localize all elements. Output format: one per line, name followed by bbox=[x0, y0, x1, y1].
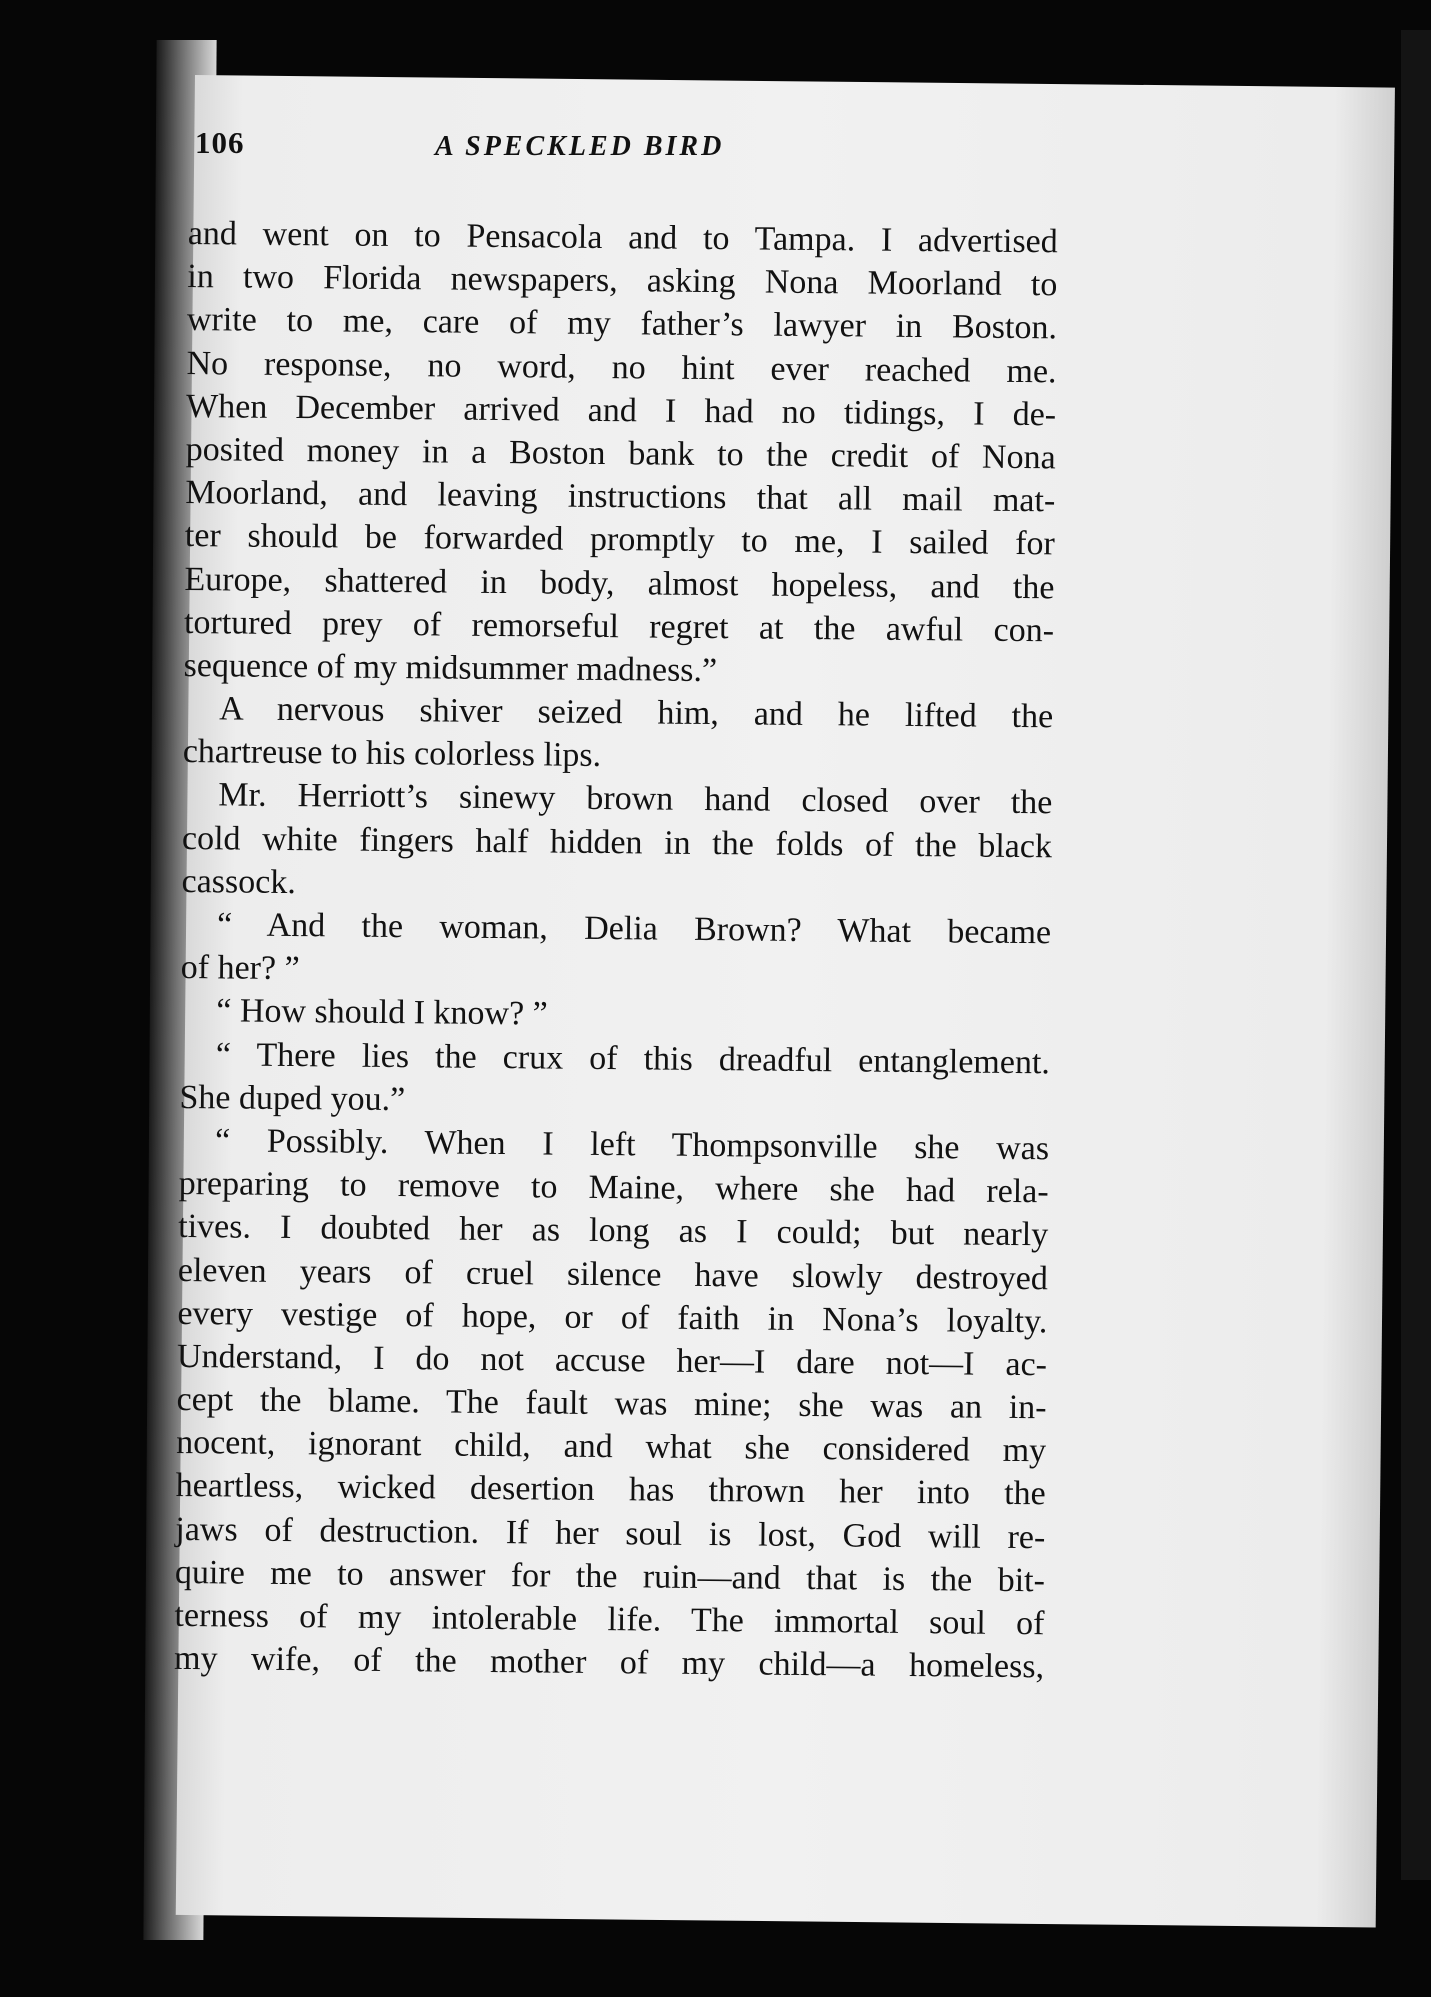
text-line: of her? ” bbox=[180, 949, 300, 988]
text-line: preparing to remove to Maine, where she had rela- bbox=[178, 1165, 1049, 1211]
text-line: She duped you.” bbox=[179, 1078, 406, 1118]
text-line: “ How should I know? ” bbox=[216, 992, 548, 1033]
text-line: Moorland, and leaving instructions that all mail mat- bbox=[185, 474, 1056, 520]
text-line: Europe, shattered in body, almost hopeless, and the bbox=[184, 560, 1055, 606]
text-line: A nervous shiver seized him, and he lifted the bbox=[219, 690, 1054, 736]
page-header bbox=[195, 125, 1035, 185]
text-line: tortured prey of remorseful regret at the awful con- bbox=[183, 603, 1055, 650]
text-line: posited money in a Boston bank to the credit of Nona bbox=[185, 430, 1056, 477]
text-line: No response, no word, no hint ever reached me. bbox=[186, 344, 1057, 390]
text-line: Understand, I do not accuse her—I dare not—I ac- bbox=[176, 1337, 1048, 1384]
text-line: jaws of destruction. If her soul is lost, God will re- bbox=[175, 1510, 1046, 1556]
text-line: eleven years of cruel silence have slowly destroyed bbox=[177, 1251, 1048, 1297]
text-line: cassock. bbox=[181, 862, 296, 901]
body-text bbox=[174, 212, 1058, 1689]
text-line: cept the blame. The fault was mine; she was an in- bbox=[176, 1381, 1047, 1427]
text-line: Mr. Herriott’s sinewy brown hand closed over the bbox=[218, 776, 1053, 822]
text-line: in two Florida newspapers, asking Nona Moorland to bbox=[187, 258, 1058, 304]
page-number: 106 bbox=[195, 125, 245, 160]
text-line: chartreuse to his colorless lips. bbox=[182, 733, 602, 775]
text-line: tives. I doubted her as long as I could; but nearly bbox=[178, 1208, 1049, 1254]
text-line: and went on to Pensacola and to Tampa. I advertised bbox=[187, 214, 1058, 261]
text-line: every vestige of hope, or of faith in Nona’s loyalty. bbox=[177, 1294, 1048, 1340]
text-line: cold white fingers half hidden in the folds of the black bbox=[181, 819, 1053, 865]
text-line: sequence of my midsummer madness.” bbox=[183, 646, 718, 689]
text-line: ter should be forwarded promptly to me, I sailed for bbox=[184, 517, 1056, 563]
text-line: my wife, of the mother of my child—a homeless, bbox=[173, 1640, 1045, 1686]
text-line: quire me to answer for the ruin—and that is the bit- bbox=[174, 1553, 1046, 1600]
text-line: heartless, wicked desertion has thrown her into the bbox=[175, 1467, 1046, 1513]
text-line: “ There lies the crux of this dreadful entanglement. bbox=[215, 1035, 1051, 1081]
text-line: When December arrived and I had no tidings, I de- bbox=[185, 387, 1057, 434]
running-title: A SPECKLED BIRD bbox=[435, 131, 725, 162]
text-line: write to me, care of my father’s lawyer in Boston. bbox=[186, 301, 1058, 347]
text-line: terness of my intolerable life. The immortal soul of bbox=[174, 1596, 1045, 1643]
text-line: “ And the woman, Delia Brown? What became bbox=[216, 906, 1052, 952]
text-line: “ Possibly. When I left Thompsonville she was bbox=[214, 1122, 1050, 1168]
book-right-edge bbox=[1401, 30, 1431, 1880]
text-line: nocent, ignorant child, and what she considered my bbox=[176, 1424, 1047, 1470]
